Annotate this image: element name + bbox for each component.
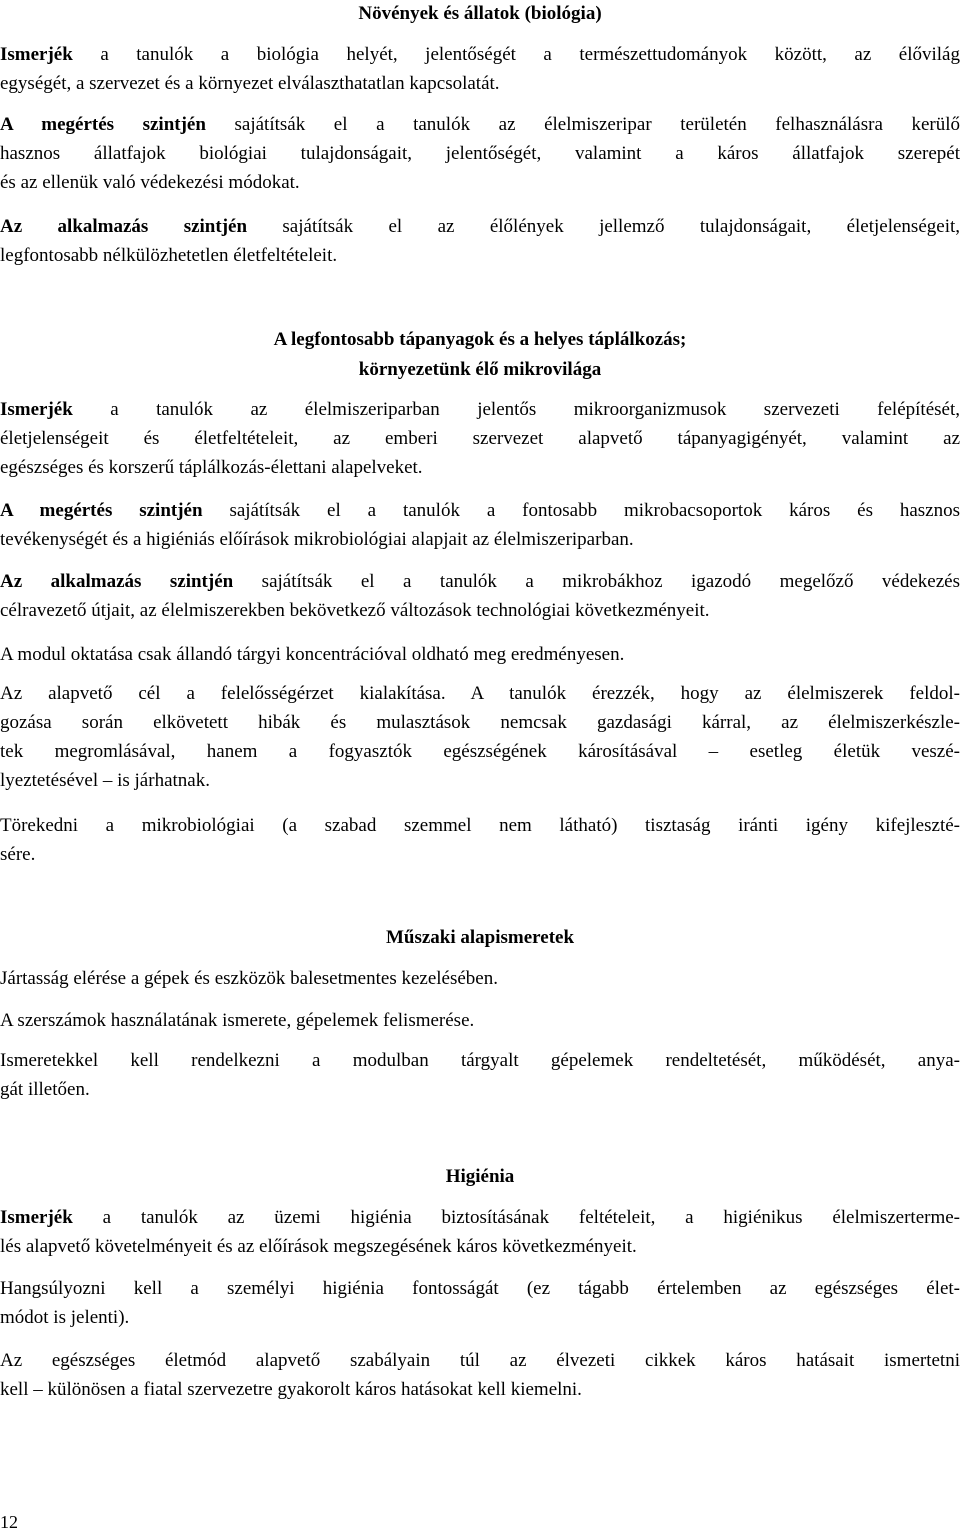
text-line: Az egészséges életmód alapvető szabályain túl az élvezeti cikkek káros hatásait ismertetni — [0, 1350, 960, 1371]
paragraph-nutrition-knowledge — [0, 395, 960, 482]
lead-term: Ismerjék — [0, 44, 73, 65]
section-title-technical: Műszaki alapismeretek — [385, 927, 575, 948]
text-line: célravezető útjait, az élelmiszerekben bekövetkező változások technológiai következményeit. — [0, 600, 710, 621]
text-line: a tanulók a biológia helyét, jelentőségét a természettudományok között, az élővilág — [72, 44, 960, 65]
paragraph-biology-knowledge — [0, 40, 960, 98]
section-title-hygiene: Higiénia — [445, 1166, 515, 1187]
text-line: egységét, a szervezet és a környezet elválaszthatatlan kapcsolatát. — [0, 73, 500, 94]
text-line: a tanulók az élelmiszeriparban jelentős mikroorganizmusok szervezeti felépítését, — [72, 399, 960, 420]
text-line: a tanulók az üzemi higiénia biztosításának feltételeit, a higiénikus élelmiszerterme- — [72, 1207, 960, 1228]
paragraph-technical-skill — [0, 964, 960, 993]
text-line: sajátítsák el a tanulók a fontosabb mikrobacsoportok káros és hasznos — [202, 500, 960, 521]
paragraph-hygiene-lifestyle — [0, 1346, 960, 1404]
paragraph-nutrition-application — [0, 567, 960, 625]
paragraph-hygiene-knowledge — [0, 1203, 960, 1261]
text-line: A szerszámok használatának ismerete, gépelemek felismerése. — [0, 1010, 475, 1031]
text-line: tek megromlásával, hanem a fogyasztók egészségének károsításával – esetleg életük veszé- — [0, 741, 960, 762]
section-title-biology: Növények és állatok (biológia) — [358, 3, 602, 24]
section-title-nutrition — [0, 328, 960, 382]
text-line: tevékenységét és a higiéniás előírások mikrobiológiai alapjait az élelmiszeriparban. — [0, 529, 634, 550]
text-line: sajátítsák el a tanulók a mikrobákhoz igazodó megelőző védekezés — [233, 571, 960, 592]
text-line: lés alapvető követelményeit és az előírások megszegésének káros következményeit. — [0, 1236, 637, 1257]
text-line: legfontosabb nélkülözhetetlen életfeltételeit. — [0, 245, 338, 266]
text-line: egészséges és korszerű táplálkozás-élettani alapelveket. — [0, 457, 423, 478]
paragraph-nutrition-module — [0, 640, 960, 669]
title-line: A legfontosabb tápanyagok és a helyes táplálkozás; — [273, 329, 687, 350]
text-line: lyeztetésével – is járhatnak. — [0, 770, 210, 791]
text-line: és az ellenük való védekezési módokat. — [0, 172, 300, 193]
text-line: A modul oktatása csak állandó tárgyi koncentrációval oldható meg eredményesen. — [0, 644, 625, 665]
title-line: környezetünk élő mikrovilága — [358, 359, 602, 380]
text-line: hasznos állatfajok biológiai tulajdonságait, jelentőségét, valamint a káros állatfajok szerepét — [0, 143, 960, 164]
paragraph-biology-understanding — [0, 110, 960, 197]
paragraph-nutrition-goal — [0, 679, 960, 795]
text-line: módot is jelenti). — [0, 1307, 130, 1328]
page-number: 12 — [0, 1512, 18, 1532]
lead-term: A megértés szintjén — [0, 114, 206, 135]
lead-term: A megértés szintjén — [0, 500, 203, 521]
text-line: gát illetően. — [0, 1079, 90, 1100]
paragraph-technical-tools — [0, 1006, 960, 1035]
text-line: Jártasság elérése a gépek és eszközök balesetmentes kezelésében. — [0, 968, 498, 989]
paragraph-biology-application — [0, 212, 960, 270]
lead-term: Az alkalmazás szintjén — [0, 571, 234, 592]
lead-term: Az alkalmazás szintjén — [0, 216, 248, 237]
text-line: Ismeretekkel kell rendelkezni a modulban tárgyalt gépelemek rendeltetését, működését, anya- — [0, 1050, 960, 1071]
text-line: Törekedni a mikrobiológiai (a szabad szemmel nem látható) tisztaság iránti igény kifejleszté- — [0, 815, 960, 836]
text-line: sajátítsák el az élőlények jellemző tulajdonságait, életjelenségeit, — [247, 216, 960, 237]
text-line: gozása során elkövetett hibák és mulasztások nemcsak gazdasági kárral, az élelmiszerkészle- — [0, 712, 960, 733]
paragraph-hygiene-personal — [0, 1274, 960, 1332]
text-line: Hangsúlyozni kell a személyi higiénia fontosságát (ez tágabb értelemben az egészséges élet- — [0, 1278, 960, 1299]
text-line: sére. — [0, 844, 36, 865]
text-line: Az alapvető cél a felelősségérzet kialakítása. A tanulók érezzék, hogy az élelmiszerek feldol- — [0, 683, 960, 704]
paragraph-technical-knowledge — [0, 1046, 960, 1104]
text-line: sajátítsák el a tanulók az élelmiszeripar területén felhasználásra kerülő — [205, 114, 960, 135]
lead-term: Ismerjék — [0, 1207, 73, 1228]
text-line: kell – különösen a fiatal szervezetre gyakorolt káros hatásokat kell kiemelni. — [0, 1379, 582, 1400]
paragraph-nutrition-hygiene — [0, 811, 960, 869]
text-line: életjelenségeit és életfeltételeit, az emberi szervezet alapvető tápanyagigényét, valamint az — [0, 428, 960, 449]
lead-term: Ismerjék — [0, 399, 73, 420]
paragraph-nutrition-understanding — [0, 496, 960, 554]
